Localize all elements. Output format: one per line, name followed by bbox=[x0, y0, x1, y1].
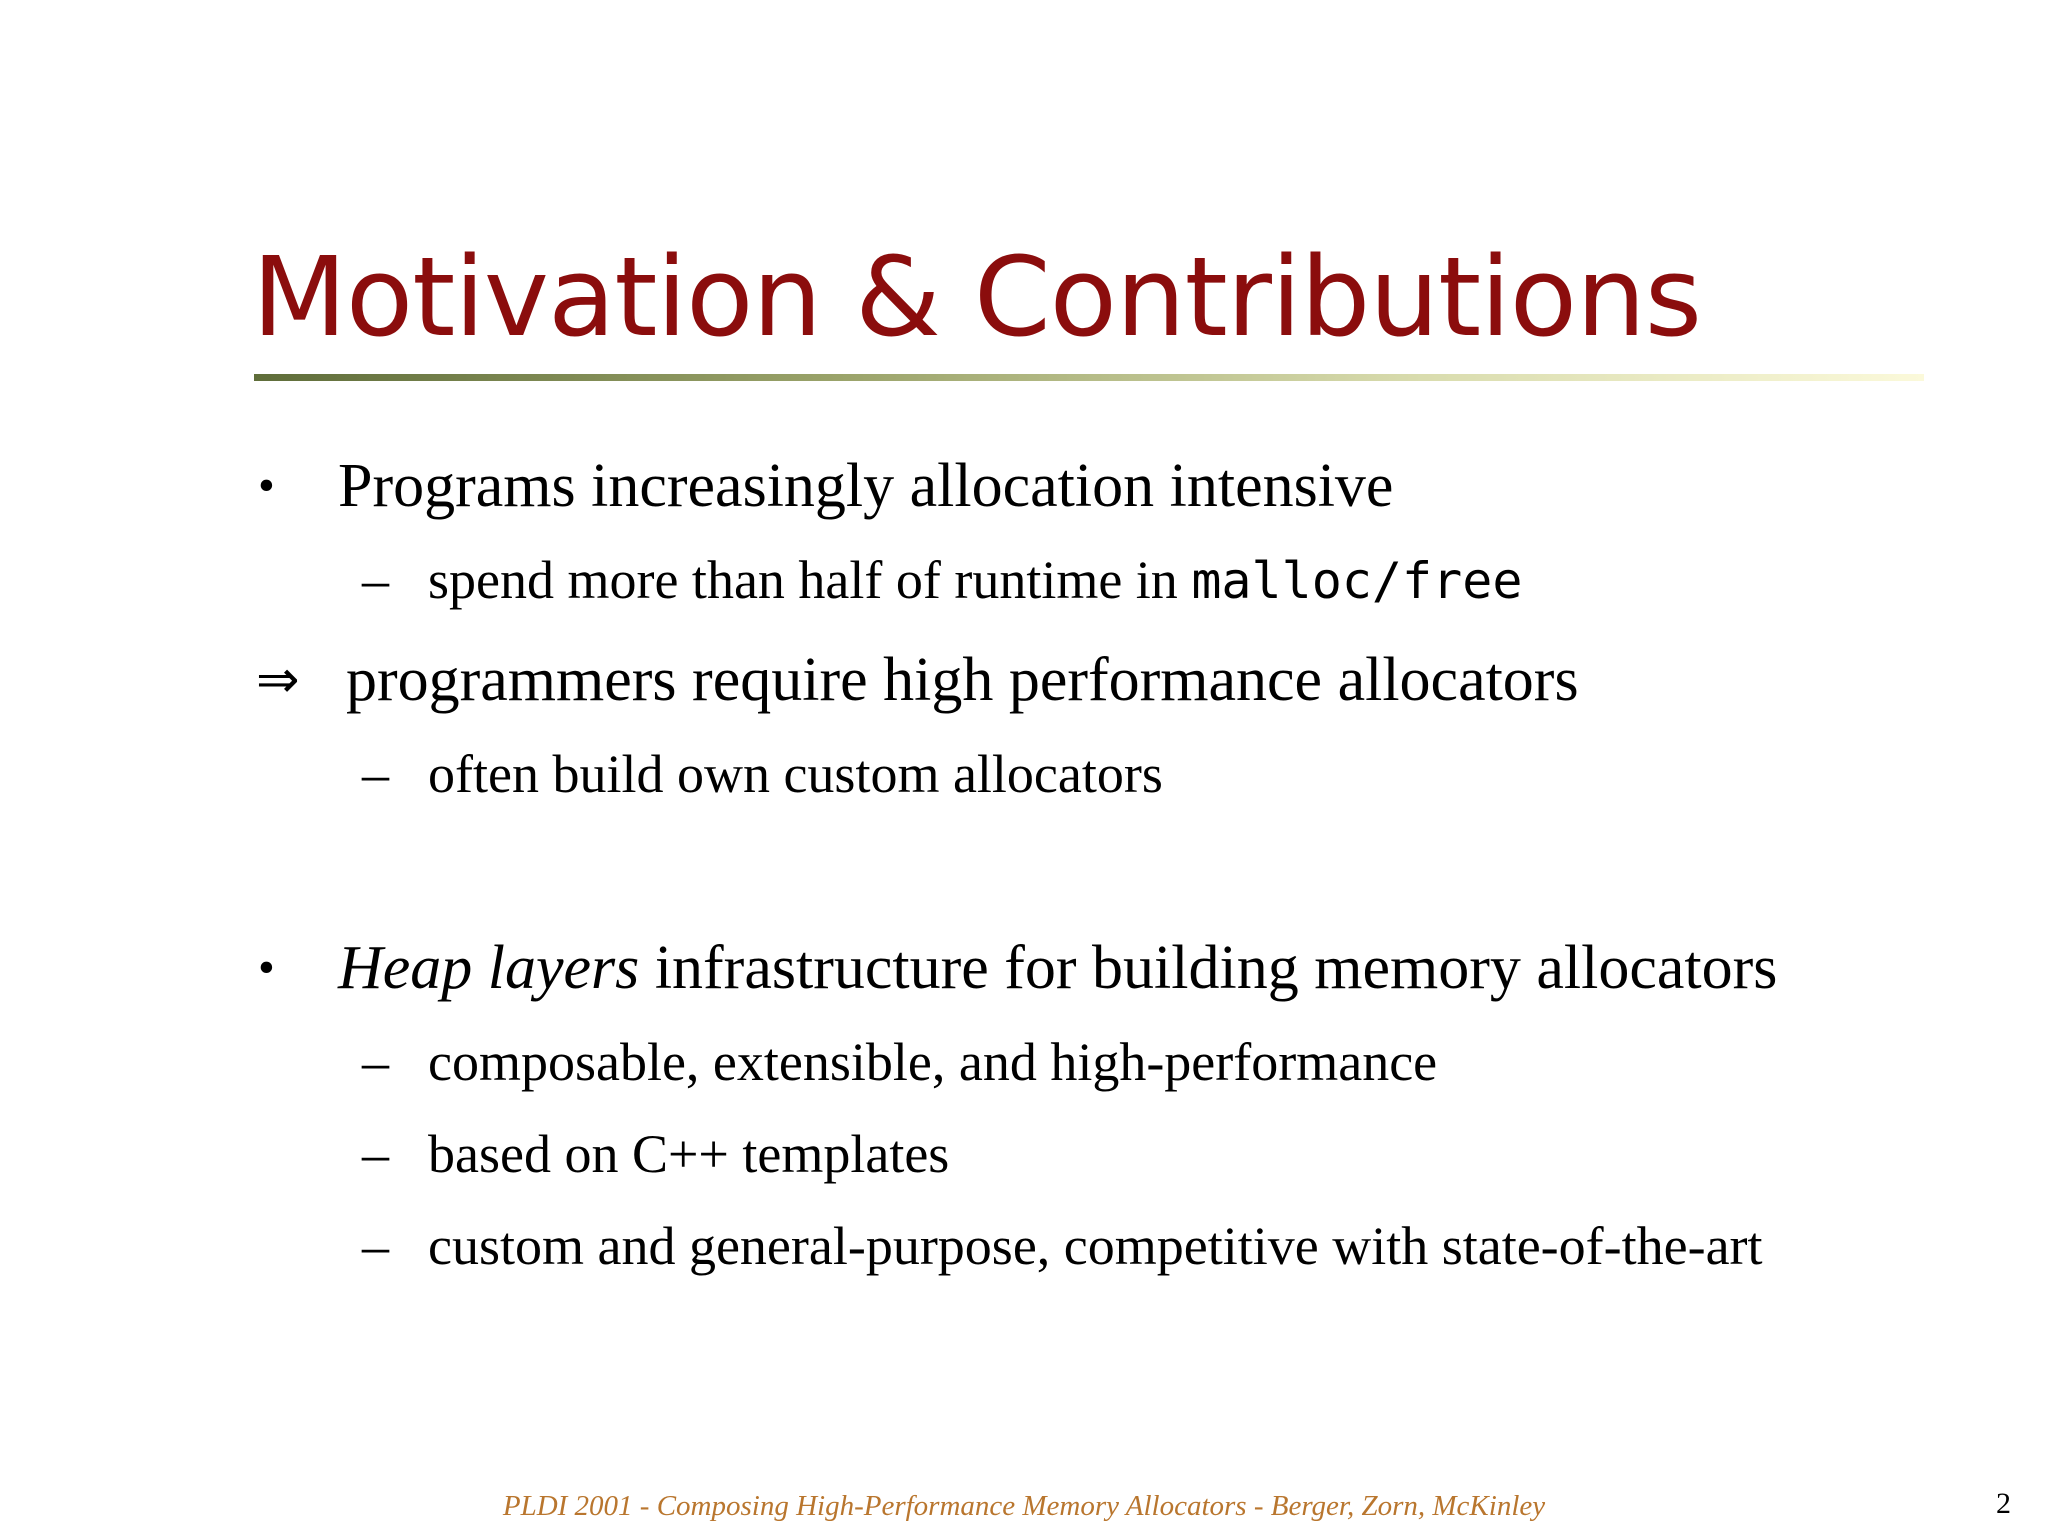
bullet-text-1: Programs increasingly allocation intensive bbox=[338, 452, 1394, 520]
page-number: 2 bbox=[1996, 1487, 2011, 1520]
slide-title: Motivation & Contributions bbox=[252, 233, 1702, 361]
slide-footer: PLDI 2001 - Composing High-Performance Memory Allocators - Berger, Zorn, McKinley bbox=[502, 1490, 1546, 1522]
sub-bullet-text-3-1: composable, extensible, and high-performance bbox=[428, 1032, 1438, 1092]
bullet-marker-3: • bbox=[258, 941, 275, 994]
sub-bullet-text-3-2: based on C++ templates bbox=[428, 1124, 950, 1184]
implies-arrow-icon: ⇒ bbox=[256, 650, 300, 710]
sub-bullet-marker-3-2: – bbox=[362, 1124, 389, 1184]
bullet-text-3-rest: infrastructure for building memory allocators bbox=[639, 934, 1778, 1002]
heap-layers-emphasis: Heap layers bbox=[338, 934, 640, 1002]
sub-bullet-marker-3-3: – bbox=[362, 1216, 389, 1276]
sub-bullet-text-1-1 bbox=[428, 548, 1522, 613]
sub-bullet-marker-1-1: – bbox=[362, 550, 389, 610]
sub-bullet-marker-3-1: – bbox=[362, 1032, 389, 1092]
sub-bullet-text-3-3: custom and general-purpose, competitive with state-of-the-art bbox=[428, 1216, 1763, 1276]
title-underline-rule bbox=[254, 374, 1924, 381]
sub-bullet-text-2-1: often build own custom allocators bbox=[428, 744, 1163, 804]
bullet-marker-1: • bbox=[258, 459, 275, 512]
bullet-text-2: programmers require high performance allocators bbox=[346, 646, 1579, 714]
sub-bullet-marker-2-1: – bbox=[362, 744, 389, 804]
code-malloc-free: malloc/free bbox=[1191, 552, 1523, 610]
sub-bullet-text-1-1-prefix: spend more than half of runtime in bbox=[428, 550, 1192, 610]
bullet-text-3 bbox=[338, 932, 1777, 1004]
